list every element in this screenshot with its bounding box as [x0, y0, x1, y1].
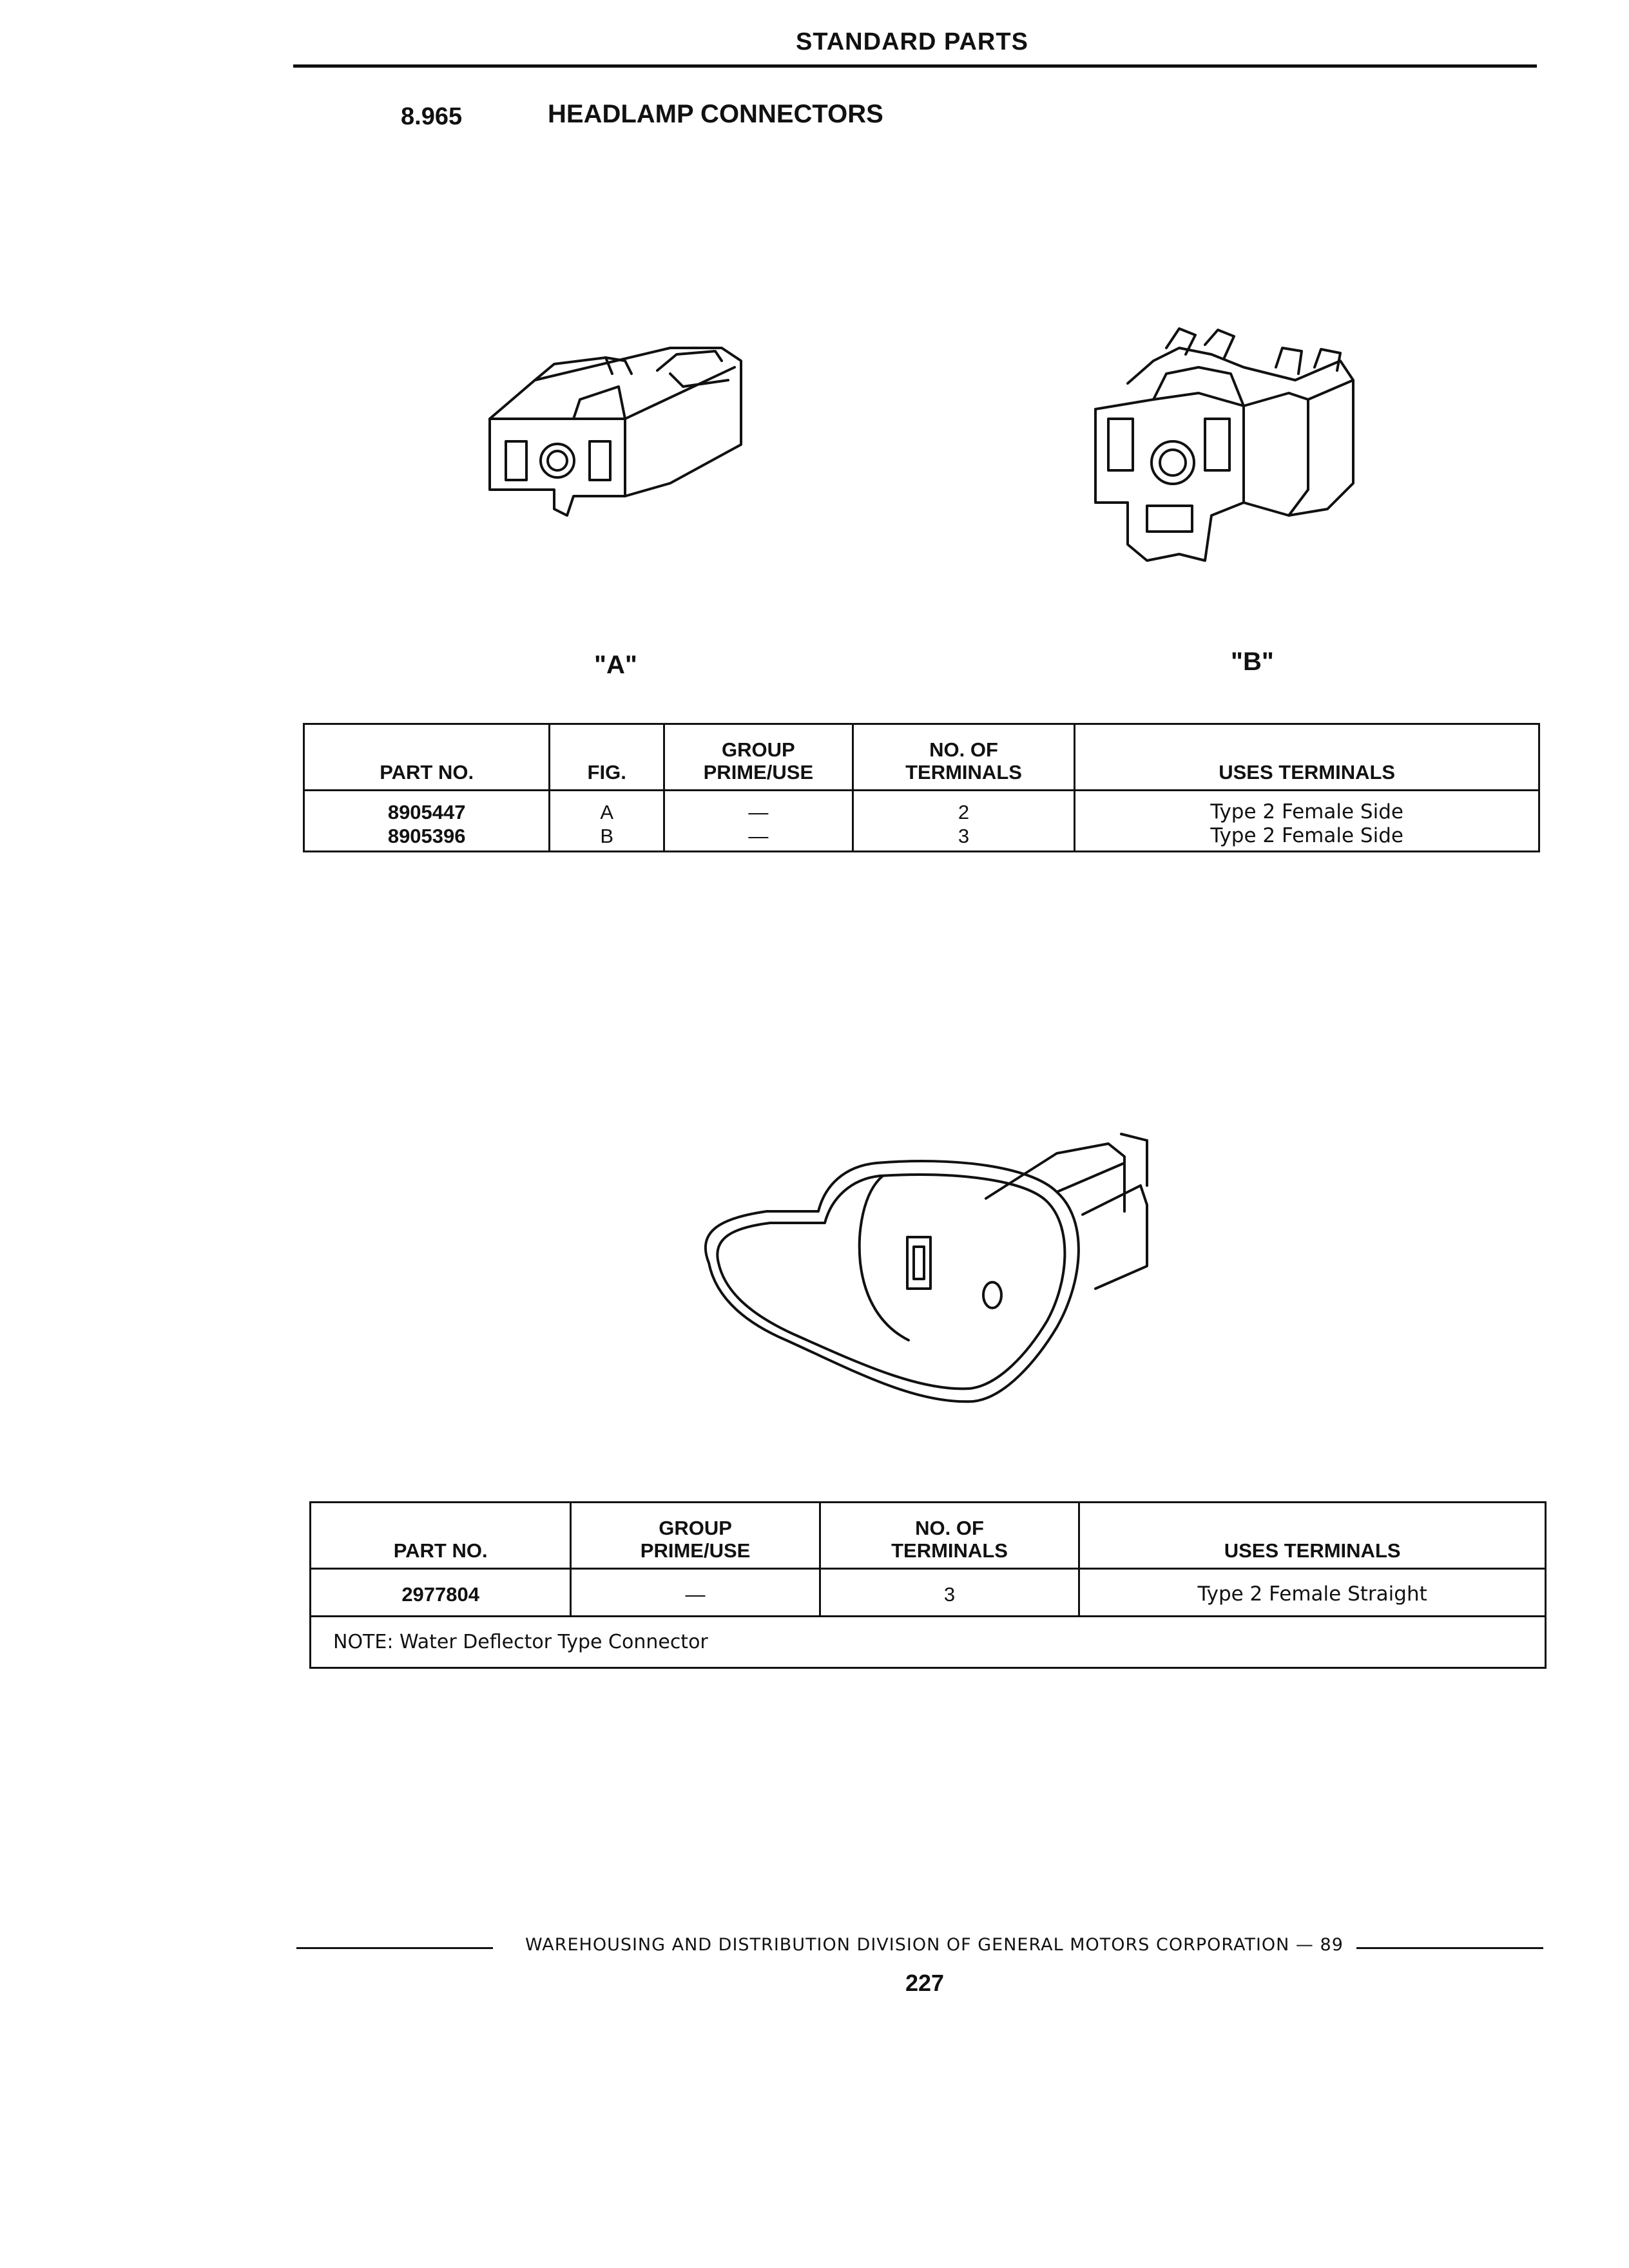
table-row — [311, 1569, 1546, 1617]
header-terminals: NO. OF TERMINALS — [820, 1503, 1079, 1569]
header-part-no: PART NO. — [304, 724, 550, 791]
header-rule — [293, 64, 1537, 68]
header-part-no: PART NO. — [311, 1503, 571, 1569]
uses-cell: Type 2 Female Side — [1075, 791, 1539, 825]
header-group: GROUP PRIME/USE — [664, 724, 853, 791]
footer-rule-left — [296, 1947, 493, 1949]
uses-cell: Type 2 Female Side — [1075, 824, 1539, 851]
water-deflector-parts-table — [309, 1501, 1547, 1669]
group-cell: — — [664, 791, 853, 825]
table1-header-row — [304, 724, 1539, 791]
part-no-cell: 2977804 — [311, 1569, 571, 1617]
terminals-cell: 3 — [820, 1569, 1079, 1617]
part-no-cell: 8905396 — [304, 824, 550, 851]
header-uses: USES TERMINALS — [1079, 1503, 1546, 1569]
uses-cell: Type 2 Female Straight — [1079, 1569, 1546, 1617]
section-number: 8.965 — [401, 103, 463, 130]
page-header: STANDARD PARTS — [796, 28, 1028, 55]
fig-cell: A — [550, 791, 664, 825]
footer-text: WAREHOUSING AND DISTRIBUTION DIVISION OF GENERAL MOTORS CORPORATION — 89 — [525, 1935, 1344, 1955]
figure-a-label: "A" — [594, 651, 637, 679]
terminals-cell: 3 — [853, 824, 1075, 851]
section-title: HEADLAMP CONNECTORS — [548, 100, 883, 128]
figure-b-label: "B" — [1231, 648, 1274, 676]
part-no-cell: 8905447 — [304, 791, 550, 825]
header-terminals: NO. OF TERMINALS — [853, 724, 1075, 791]
connector-parts-table — [303, 723, 1540, 852]
header-uses: USES TERMINALS — [1075, 724, 1539, 791]
header-fig: FIG. — [550, 724, 664, 791]
connector-a-illustration — [477, 335, 760, 528]
fig-cell: B — [550, 824, 664, 851]
group-cell: — — [571, 1569, 820, 1617]
table-row — [304, 791, 1539, 825]
table-row — [304, 824, 1539, 851]
connector-b-illustration — [1083, 322, 1366, 567]
terminals-cell: 2 — [853, 791, 1075, 825]
water-deflector-connector-illustration — [696, 1115, 1160, 1418]
page-number: 227 — [905, 1970, 945, 1996]
note-row — [311, 1617, 1546, 1668]
footer-rule-right — [1356, 1947, 1543, 1949]
header-group: GROUP PRIME/USE — [571, 1503, 820, 1569]
note-cell: NOTE: Water Deflector Type Connector — [311, 1617, 1546, 1668]
table2-header-row — [311, 1503, 1546, 1569]
group-cell: — — [664, 824, 853, 851]
